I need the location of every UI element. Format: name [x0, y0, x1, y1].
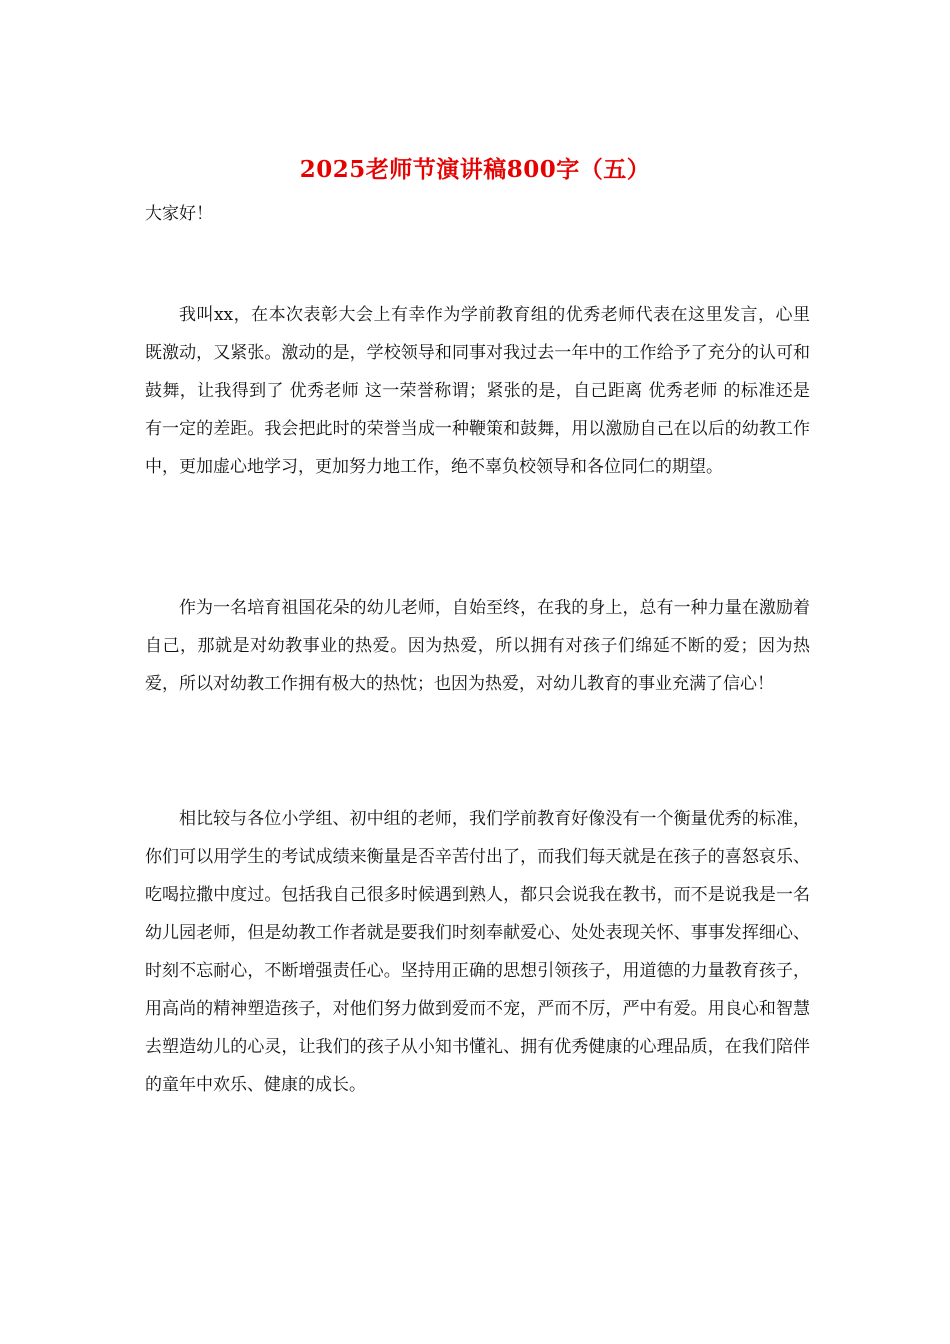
paragraph-3: 相比较与各位小学组、初中组的老师，我们学前教育好像没有一个衡量优秀的标准，你们可以用学生的考试成绩来衡量是否辛苦付出了，而我们每天就是在孩子的喜怒哀乐、吃喝拉撒中度过。包括我自己很多时候遇到熟人，都只会说我在教书，而不是说我是一名幼儿园老师，但是幼教工作者就是要我们时刻奉献爱心、处处表现关怀、事事发挥细心、时刻不忘耐心，不断增强责任心。坚持用正确的思想引领孩子，用道德的力量教育孩子，用高尚的精神塑造孩子，对他们努力做到爱而不宠，严而不厉，严中有爱。用良心和智慧去塑造幼儿的心灵，让我们的孩子从小知书懂礼、拥有优秀健康的心理品质，在我们陪伴的童年中欢乐、健康的成长。 — [145, 809, 810, 1095]
paragraph-2: 作为一名培育祖国花朵的幼儿老师，自始至终，在我的身上，总有一种力量在激励着自己，那就是对幼教事业的热爱。因为热爱，所以拥有对孩子们绵延不断的爱；因为热爱，所以对幼教工作拥有极大的热忱；也因为热爱，对幼儿教育的事业充满了信心！ — [145, 598, 810, 694]
greeting-line: 大家好！ — [145, 204, 213, 224]
document-title: 2025老师节演讲稿800字（五） — [299, 156, 651, 183]
paragraph-1: 我叫xx，在本次表彰大会上有幸作为学前教育组的优秀老师代表在这里发言，心里既激动，又紧张。激动的是，学校领导和同事对我过去一年中的工作给予了充分的认可和鼓舞，让我得到了 优秀老师 这一荣誉称谓；紧张的是，自己距离 优秀老师 的标准还是有一定的差距。我会把此时的荣誉当成一种鞭策和鼓舞，用以激励自己在以后的幼教工作中，更加虚心地学习，更加努力地工作，绝不辜负校领导和各位同仁的期望。 — [145, 305, 810, 477]
